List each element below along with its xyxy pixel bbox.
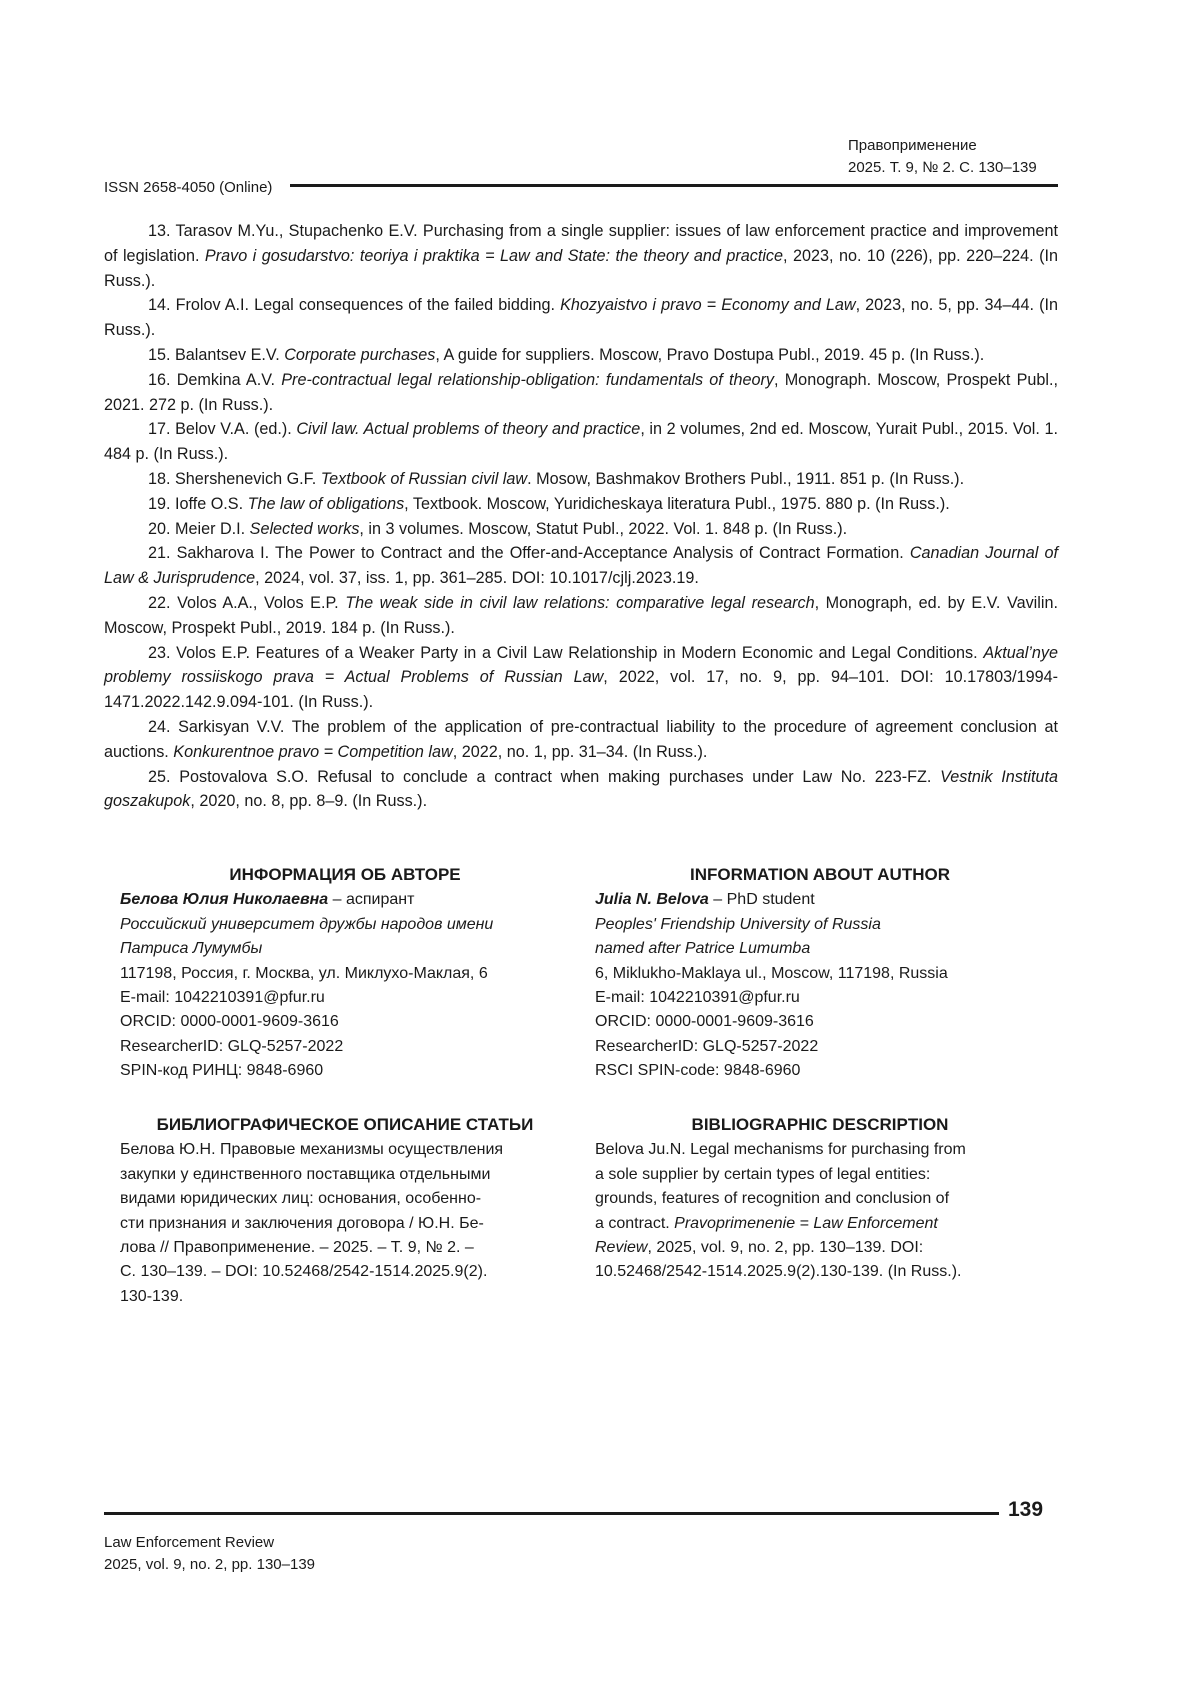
reference-text: 14. Frolov A.I. Legal consequences of the failed bidding.: [148, 296, 560, 314]
orcid-ru: ORCID: 0000-0001-9609-3616: [120, 1010, 570, 1034]
journal-title-en: Law Enforcement Review: [104, 1532, 315, 1554]
reference-text: 24. Sarkisyan V.V. The problem of the application of pre-contractual liability to the procedure of agreement conclusion at auctions.: [104, 718, 1058, 761]
reference-text: . Mosow, Bashmakov Brothers Publ., 1911. 851 p. (In Russ.).: [527, 470, 964, 488]
reference-source-title: Canadian Journal of Law & Jurisprudence: [104, 544, 1058, 587]
reference-text: 21. Sakharova I. The Power to Contract and the Offer-and-Acceptance Analysis of Contract Formation.: [148, 544, 910, 562]
issue-info-en: 2025, vol. 9, no. 2, pp. 130–139: [104, 1554, 315, 1576]
bib-line-ru: С. 130–139. – DOI: 10.52468/2542-1514.2025.9(2).: [120, 1260, 570, 1284]
reference-item: [104, 219, 1058, 293]
bib-line-en: a sole supplier by certain types of legal entities:: [595, 1163, 1045, 1187]
bib-line-ru: 130-139.: [120, 1285, 570, 1309]
reference-source-title: Vestnik Instituta goszakupok: [104, 768, 1058, 811]
reference-text: , in 2 volumes, 2nd ed. Moscow, Yurait Publ., 2015. Vol. 1. 484 p. (In Russ.).: [104, 420, 1058, 463]
address-ru: 117198, Россия, г. Москва, ул. Миклухо-Маклая, 6: [120, 962, 570, 986]
reference-text: , in 3 volumes. Moscow, Statut Publ., 2022. Vol. 1. 848 p. (In Russ.).: [359, 520, 847, 538]
issue-info-ru: 2025. Т. 9, № 2. С. 130–139: [848, 157, 1037, 179]
bib-line-en: Belova Ju.N. Legal mechanisms for purchasing from: [595, 1138, 1045, 1162]
bibliographic-description-en: [595, 1113, 1045, 1285]
author-info-heading-ru: ИНФОРМАЦИЯ ОБ АВТОРЕ: [120, 863, 570, 887]
reference-text: 23. Volos E.P. Features of a Weaker Party in a Civil Law Relationship in Modern Economic and Legal Conditions.: [148, 644, 983, 662]
reference-text: , 2020, no. 8, pp. 8–9. (In Russ.).: [190, 792, 427, 810]
email-en: E-mail: 1042210391@pfur.ru: [595, 986, 1045, 1010]
bib-line-ru: лова // Правоприменение. – 2025. – Т. 9, № 2. –: [120, 1236, 570, 1260]
reference-source-title: Khozyaistvo i pravo = Economy and Law: [560, 296, 856, 314]
bib-journal-title-en: Pravoprimenenie = Law Enforcement: [674, 1215, 938, 1232]
bib-line-ru: сти признания и заключения договора / Ю.Н. Бе-: [120, 1212, 570, 1236]
bib-heading-en: BIBLIOGRAPHIC DESCRIPTION: [595, 1113, 1045, 1137]
header-rule: [290, 184, 1058, 187]
reference-item: [104, 715, 1058, 765]
researcher-id-en: ResearcherID: GLQ-5257-2022: [595, 1035, 1045, 1059]
journal-title-ru: Правоприменение: [848, 135, 1037, 157]
running-header-right: [848, 135, 1037, 179]
affiliation-line-1-ru: Российский университет дружбы народов имени: [120, 916, 493, 933]
bib-line-ru: закупки у единственного поставщика отдельными: [120, 1163, 570, 1187]
reference-source-title: Pravo i gosudarstvo: teoriya i praktika = Law and State: the theory and practice: [205, 247, 783, 265]
reference-text: , Monograph, ed. by E.V. Vavilin. Moscow, Prospekt Publ., 2019. 184 p. (In Russ.).: [104, 594, 1058, 637]
spin-code-en: RSCI SPIN-code: 9848-6960: [595, 1059, 1045, 1083]
author-info-heading-en: INFORMATION ABOUT AUTHOR: [595, 863, 1045, 887]
reference-source-title: Civil law. Actual problems of theory and practice: [296, 420, 640, 438]
reference-text: 15. Balantsev E.V.: [148, 346, 284, 364]
reference-item: [104, 467, 1058, 492]
reference-item: [104, 517, 1058, 542]
bibliographic-description-ru: [120, 1113, 570, 1309]
reference-source-title: Aktual’nye problemy rossiiskogo prava = Actual Problems of Russian Law: [104, 644, 1058, 687]
bib-line-ru: Белова Ю.Н. Правовые механизмы осуществления: [120, 1138, 570, 1162]
reference-item: [104, 541, 1058, 591]
bib-line-en: grounds, features of recognition and conclusion of: [595, 1187, 1045, 1211]
page-number: 139: [1008, 1498, 1043, 1522]
reference-item: [104, 293, 1058, 343]
reference-text: 20. Meier D.I.: [148, 520, 250, 538]
author-name-en: Julia N. Belova: [595, 891, 709, 908]
reference-text: , A guide for suppliers. Moscow, Pravo Dostupa Publ., 2019. 45 p. (In Russ.).: [435, 346, 984, 364]
reference-text: 22. Volos A.A., Volos E.P.: [148, 594, 345, 612]
reference-text: , Textbook. Moscow, Yuridicheskaya literatura Publ., 1975. 880 p. (In Russ.).: [404, 495, 950, 513]
reference-source-title: Pre-contractual legal relationship-obligation: fundamentals of theory: [281, 371, 774, 389]
bib-journal-title-en-cont: Review: [595, 1239, 647, 1256]
bib-line-ru: видами юридических лиц: основания, особенно-: [120, 1187, 570, 1211]
reference-text: 25. Postovalova S.O. Refusal to conclude a contract when making purchases under Law No. 223-FZ.: [148, 768, 940, 786]
reference-text: , 2022, vol. 17, no. 9, pp. 94–101. DOI: 10.17803/1994-1471.2022.142.9.094-101. (In Russ.).: [104, 668, 1058, 711]
reference-source-title: Corporate purchases: [284, 346, 435, 364]
reference-text: , Monograph. Moscow, Prospekt Publ., 2021. 272 p. (In Russ.).: [104, 371, 1058, 414]
affiliation-line-2-ru: Патриса Лумумбы: [120, 940, 262, 957]
reference-item: [104, 492, 1058, 517]
bib-line-en: a contract.: [595, 1215, 674, 1232]
reference-item: [104, 765, 1058, 815]
affiliation-line-2-en: named after Patrice Lumumba: [595, 940, 810, 957]
bib-heading-ru: БИБЛИОГРАФИЧЕСКОЕ ОПИСАНИЕ СТАТЬИ: [120, 1113, 570, 1137]
author-role-ru: – аспирант: [328, 891, 414, 908]
issn-label: ISSN 2658-4050 (Online): [104, 178, 272, 198]
reference-item: [104, 591, 1058, 641]
affiliation-line-1-en: Peoples' Friendship University of Russia: [595, 916, 881, 933]
reference-text: 19. Ioffe O.S.: [148, 495, 248, 513]
reference-source-title: The weak side in civil law relations: comparative legal research: [345, 594, 814, 612]
running-footer: [104, 1532, 315, 1576]
reference-text: 16. Demkina A.V.: [148, 371, 281, 389]
reference-item: [104, 417, 1058, 467]
reference-source-title: Textbook of Russian civil law: [321, 470, 527, 488]
reference-item: [104, 368, 1058, 418]
reference-text: , 2022, no. 1, pp. 31–34. (In Russ.).: [453, 743, 708, 761]
author-info-en: [595, 863, 1045, 1084]
spin-code-ru: SPIN-код РИНЦ: 9848-6960: [120, 1059, 570, 1083]
reference-source-title: The law of obligations: [248, 495, 405, 513]
bib-line-en: , 2025, vol. 9, no. 2, pp. 130–139. DOI:: [647, 1239, 923, 1256]
orcid-en: ORCID: 0000-0001-9609-3616: [595, 1010, 1045, 1034]
reference-text: , 2023, no. 5, pp. 34–44. (In Russ.).: [104, 296, 1058, 339]
reference-text: 18. Shershenevich G.F.: [148, 470, 321, 488]
bib-line-en: 10.52468/2542-1514.2025.9(2).130-139. (In Russ.).: [595, 1260, 1045, 1284]
researcher-id-ru: ResearcherID: GLQ-5257-2022: [120, 1035, 570, 1059]
reference-text: 17. Belov V.A. (ed.).: [148, 420, 296, 438]
author-role-en: – PhD student: [709, 891, 815, 908]
author-name-ru: Белова Юлия Николаевна: [120, 891, 328, 908]
reference-item: [104, 641, 1058, 715]
reference-text: 13. Tarasov M.Yu., Stupachenko E.V. Purchasing from a single supplier: issues of law enforcement practice and improvement of legislation.: [104, 222, 1058, 265]
reference-list: [104, 219, 1058, 814]
author-info-ru: [120, 863, 570, 1084]
footer-rule: [104, 1512, 999, 1515]
address-en: 6, Miklukho-Maklaya ul., Moscow, 117198, Russia: [595, 962, 1045, 986]
email-ru: E-mail: 1042210391@pfur.ru: [120, 986, 570, 1010]
reference-source-title: Konkurentnoe pravo = Competition law: [173, 743, 452, 761]
reference-text: , 2023, no. 10 (226), pp. 220–224. (In Russ.).: [104, 247, 1058, 290]
reference-item: [104, 343, 1058, 368]
reference-text: , 2024, vol. 37, iss. 1, pp. 361–285. DOI: 10.1017/cjlj.2023.19.: [255, 569, 699, 587]
reference-source-title: Selected works: [250, 520, 360, 538]
